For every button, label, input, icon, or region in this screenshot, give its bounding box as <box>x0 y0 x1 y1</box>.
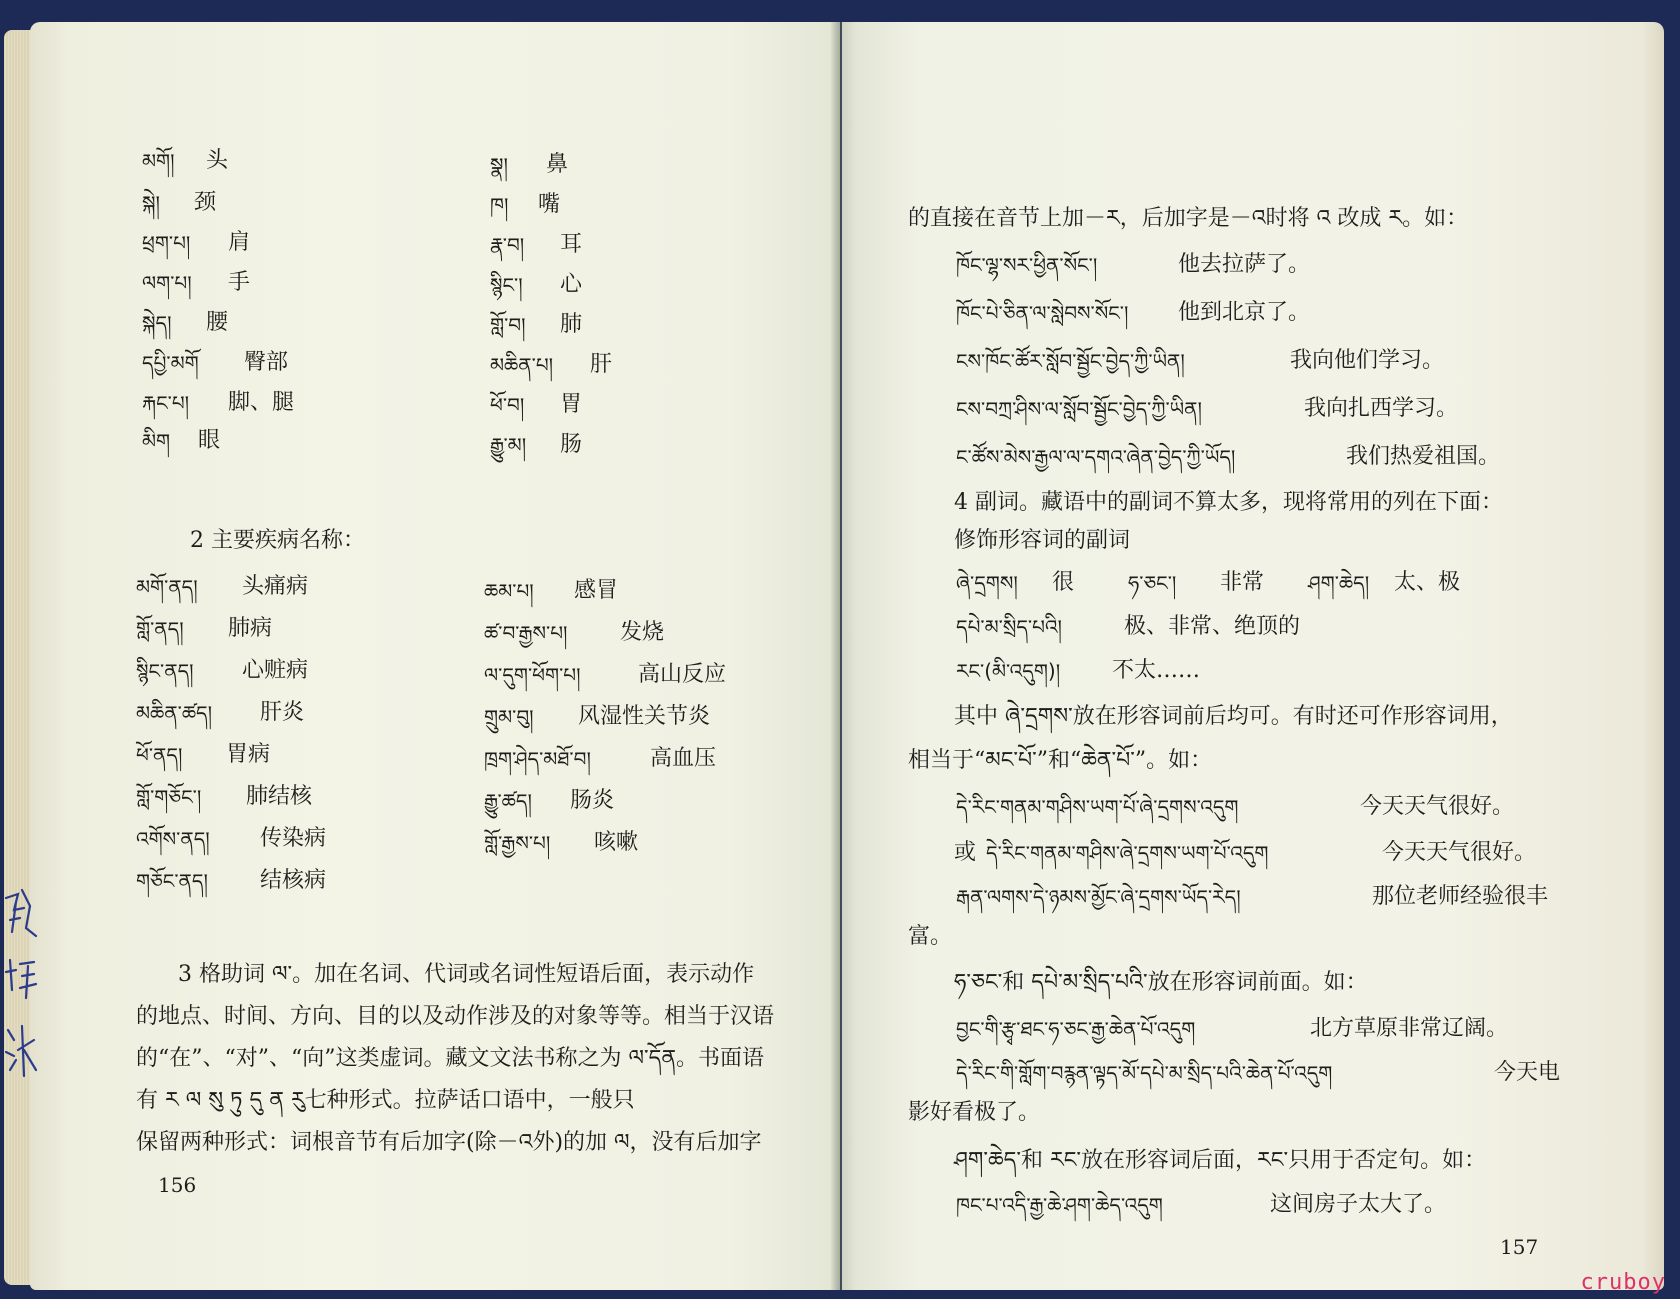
list-item-bo: གྲུམ་བུ། <box>484 705 534 729</box>
paragraph-line: 的地点、时间、方向、目的以及动作涉及的对象等等。相当于汉语 <box>136 1004 775 1029</box>
list-item-bo: གློ་རྒྱས་པ། <box>484 831 551 855</box>
list-item-zh: 肠 <box>560 432 583 457</box>
section-heading: 4 副词。藏语中的副词不算太多，现将常用的列在下面： <box>954 490 1503 515</box>
example-zh: 那位老师经验很丰 <box>1372 884 1549 909</box>
adverb-zh: 太、极 <box>1394 570 1461 595</box>
list-item-bo: སྣ། <box>490 153 508 177</box>
example-zh: 我向他们学习。 <box>1290 348 1445 373</box>
example-bo: བྱང་གི་རྩྭ་ཐང་ཧ་ཅང་རྒྱ་ཆེན་པོ་འདུག <box>956 1017 1196 1041</box>
list-item-zh: 心赃病 <box>242 658 309 683</box>
list-item-bo: སྐེ། <box>142 191 160 215</box>
list-item-zh: 头痛病 <box>242 574 309 599</box>
list-item-bo: འགོས་ནད། <box>136 827 210 851</box>
list-item-bo: སྐེད། <box>142 311 172 335</box>
list-item-bo: ཕྲག་པ། <box>142 231 191 255</box>
adverb-bo: རང་(མི་འདུག)། <box>956 659 1061 683</box>
list-item-bo: ལ་དུག་ཕོག་པ། <box>484 663 581 687</box>
right-page <box>842 22 1664 1290</box>
example-bo: ངས་བཀྲ་ཤིས་ལ་སློབ་སྦྱོང་བྱེད་ཀྱི་ཡིན། <box>956 397 1202 421</box>
list-item-zh: 腰 <box>206 310 229 335</box>
example-zh: 我们热爱祖国。 <box>1346 444 1501 469</box>
list-item-bo: རྒྱུ་མ། <box>490 433 527 457</box>
list-item-bo: མཆིན་ཚད། <box>136 701 213 725</box>
list-item-zh: 肝炎 <box>260 700 305 725</box>
adverb-zh: 不太…… <box>1112 658 1201 683</box>
example-prefix: 或 <box>954 840 977 865</box>
paragraph-line: 的直接在音节上加－ར，后加字是－འ时将 འ 改成 ར。如： <box>908 206 1469 231</box>
list-item-bo: མགོ། <box>142 149 175 173</box>
paragraph-line: 有 ར ལ སུ ཏུ དུ ན རུ七种形式。拉萨话口语中，一般只 <box>136 1088 635 1113</box>
list-item-zh: 高血压 <box>650 746 717 771</box>
adverb-zh: 极、非常、绝顶的 <box>1124 614 1301 639</box>
list-item-bo: རྣ་བ། <box>490 233 525 257</box>
example-zh: 今天天气很好。 <box>1382 840 1537 865</box>
adverb-bo: ཧ་ཅང་། <box>1128 571 1177 595</box>
list-item-zh: 嘴 <box>538 192 561 217</box>
adverb-zh: 很 <box>1052 570 1075 595</box>
list-item-bo: ལག་པ། <box>142 271 192 295</box>
paragraph-line: 相当于“མང་པོ་”和“ཆེན་པོ་”。如： <box>908 748 1213 773</box>
list-item-zh: 结核病 <box>260 868 327 893</box>
list-item-zh: 胃 <box>560 392 583 417</box>
paragraph-line: 3 格助词 ལ་。加在名词、代词或名词性短语后面，表示动作 <box>178 962 755 987</box>
example-zh: 他到北京了。 <box>1178 300 1311 325</box>
example-zh: 我向扎西学习。 <box>1304 396 1459 421</box>
list-item-zh: 鼻 <box>546 152 569 177</box>
example-zh: 北方草原非常辽阔。 <box>1310 1016 1509 1041</box>
list-item-zh: 肺病 <box>228 616 273 641</box>
adverb-bo: དཔེ་མ་སྲིད་པའི། <box>956 615 1062 639</box>
handwritten-signature <box>0 880 42 1100</box>
example-zh: 他去拉萨了。 <box>1178 252 1311 277</box>
list-item-zh: 肝 <box>590 352 613 377</box>
list-item-bo: མིག <box>142 429 171 453</box>
paragraph-line: ཧ་ཅང་和 དཔེ་མ་སྲིད་པའི་放在形容词前面。如： <box>954 970 1368 995</box>
example-bo: ཁང་པ་འདི་རྒྱ་ཆེ་ཤག་ཆེད་འདུག <box>956 1193 1163 1217</box>
example-bo: རྒན་ལགས་དེ་ཉམས་མྱོང་ཞེ་དྲགས་ཡོད་རེད། <box>956 885 1241 909</box>
paragraph-line: 的“在”、“对”、“向”这类虚词。藏文文法书称之为 ལ་དོན。书面语 <box>136 1046 765 1071</box>
list-item-zh: 眼 <box>198 428 221 453</box>
example-bo: དེ་རིང་གནམ་གཤིས་ཞེ་དྲགས་ཡག་པོ་འདུག <box>986 841 1269 865</box>
list-item-zh: 手 <box>228 270 251 295</box>
list-item-bo: རྐང་པ། <box>142 391 190 415</box>
example-bo: དེ་རིང་གནམ་གཤིས་ཡག་པོ་ཞེ་དྲགས་འདུག <box>956 795 1239 819</box>
adverb-bo: ཤག་ཆེད། <box>1308 571 1370 595</box>
watermark: cruboy <box>1580 1270 1666 1295</box>
list-item-zh: 肠炎 <box>570 788 615 813</box>
list-item-zh: 脚、腿 <box>228 390 295 415</box>
example-bo: ཁོང་པེ་ཅིན་ལ་སླེབས་སོང་། <box>956 301 1129 325</box>
list-item-zh: 耳 <box>560 232 583 257</box>
list-item-bo: རྒྱུ་ཚད། <box>484 789 532 813</box>
adverb-bo: ཞེ་དྲགས། <box>956 571 1018 595</box>
list-item-bo: སྙིང་ནད། <box>136 659 194 683</box>
paragraph-line: 富。 <box>908 924 953 949</box>
paragraph-line: 其中 ཞེ་དྲགས་放在形容词前后均可。有时还可作形容词用， <box>954 704 1513 729</box>
sub-heading: 修饰形容词的副词 <box>954 528 1131 553</box>
list-item-zh: 传染病 <box>260 826 327 851</box>
left-page <box>30 22 840 1290</box>
example-zh: 这间房子太大了。 <box>1270 1192 1447 1217</box>
list-item-bo: གཅོང་ནད། <box>136 869 208 893</box>
page-number: 157 <box>1500 1235 1539 1259</box>
list-item-zh: 风湿性关节炎 <box>578 704 711 729</box>
list-item-zh: 头 <box>206 148 229 173</box>
list-item-zh: 咳嗽 <box>594 830 639 855</box>
list-item-bo: གློ་ནད། <box>136 617 184 641</box>
list-item-zh: 肩 <box>228 230 251 255</box>
list-item-bo: དཔྱི་མགོ <box>142 351 199 375</box>
example-zh: 今天天气很好。 <box>1360 794 1515 819</box>
list-item-zh: 高山反应 <box>638 662 727 687</box>
list-item-bo: ཚ་བ་རྒྱས་པ། <box>484 621 568 645</box>
list-item-bo: མཆིན་པ། <box>490 353 554 377</box>
list-item-bo: ཁྲག་ཤེད་མཐོ་བ། <box>484 747 591 771</box>
list-item-bo: ཕོ་བ། <box>490 393 525 417</box>
list-item-zh: 臀部 <box>244 350 289 375</box>
list-item-zh: 肺结核 <box>246 784 313 809</box>
paragraph-line: 保留两种形式：词根音节有后加字(除－འ外)的加 ལ，没有后加字 <box>136 1130 762 1155</box>
list-item-bo: ཁ། <box>490 193 509 217</box>
list-item-bo: གློ་གཅོང་། <box>136 785 202 809</box>
paragraph-line: ཤག་ཆེད་和 རང་放在形容词后面，རང་只用于否定句。如： <box>954 1148 1487 1173</box>
paragraph-line: 影好看极了。 <box>908 1100 1041 1125</box>
list-item-bo: གློ་བ། <box>490 313 526 337</box>
page-number: 156 <box>158 1173 197 1197</box>
example-zh: 今天电 <box>1494 1060 1561 1085</box>
list-item-bo: ཆམ་པ། <box>484 579 534 603</box>
list-item-bo: མགོ་ནད། <box>136 575 198 599</box>
list-item-zh: 感冒 <box>574 578 619 603</box>
adverb-zh: 非常 <box>1220 570 1265 595</box>
example-bo: ང་ཚོས་མེས་རྒྱལ་ལ་དགའ་ཞེན་བྱེད་ཀྱི་ཡོད། <box>956 445 1236 469</box>
list-item-bo: སྙིང་། <box>490 273 523 297</box>
list-item-zh: 颈 <box>194 190 217 215</box>
list-item-zh: 发烧 <box>620 620 665 645</box>
list-item-bo: ཕོ་ནད། <box>136 743 183 767</box>
list-item-zh: 心 <box>560 272 583 297</box>
example-bo: ངས་ཁོང་ཚོར་སློབ་སྦྱོང་བྱེད་ཀྱི་ཡིན། <box>956 349 1185 373</box>
list-item-zh: 胃病 <box>226 742 271 767</box>
example-bo: དེ་རིང་གི་གློག་བརྙན་ལྟད་མོ་དཔེ་མ་སྲིད་པའི་ཆེན་པོ་འདུག <box>956 1061 1333 1085</box>
example-bo: ཁོང་ལྷ་སར་ཕྱིན་སོང་། <box>956 253 1098 277</box>
section-heading: 2 主要疾病名称： <box>190 528 365 553</box>
list-item-zh: 肺 <box>560 312 583 337</box>
